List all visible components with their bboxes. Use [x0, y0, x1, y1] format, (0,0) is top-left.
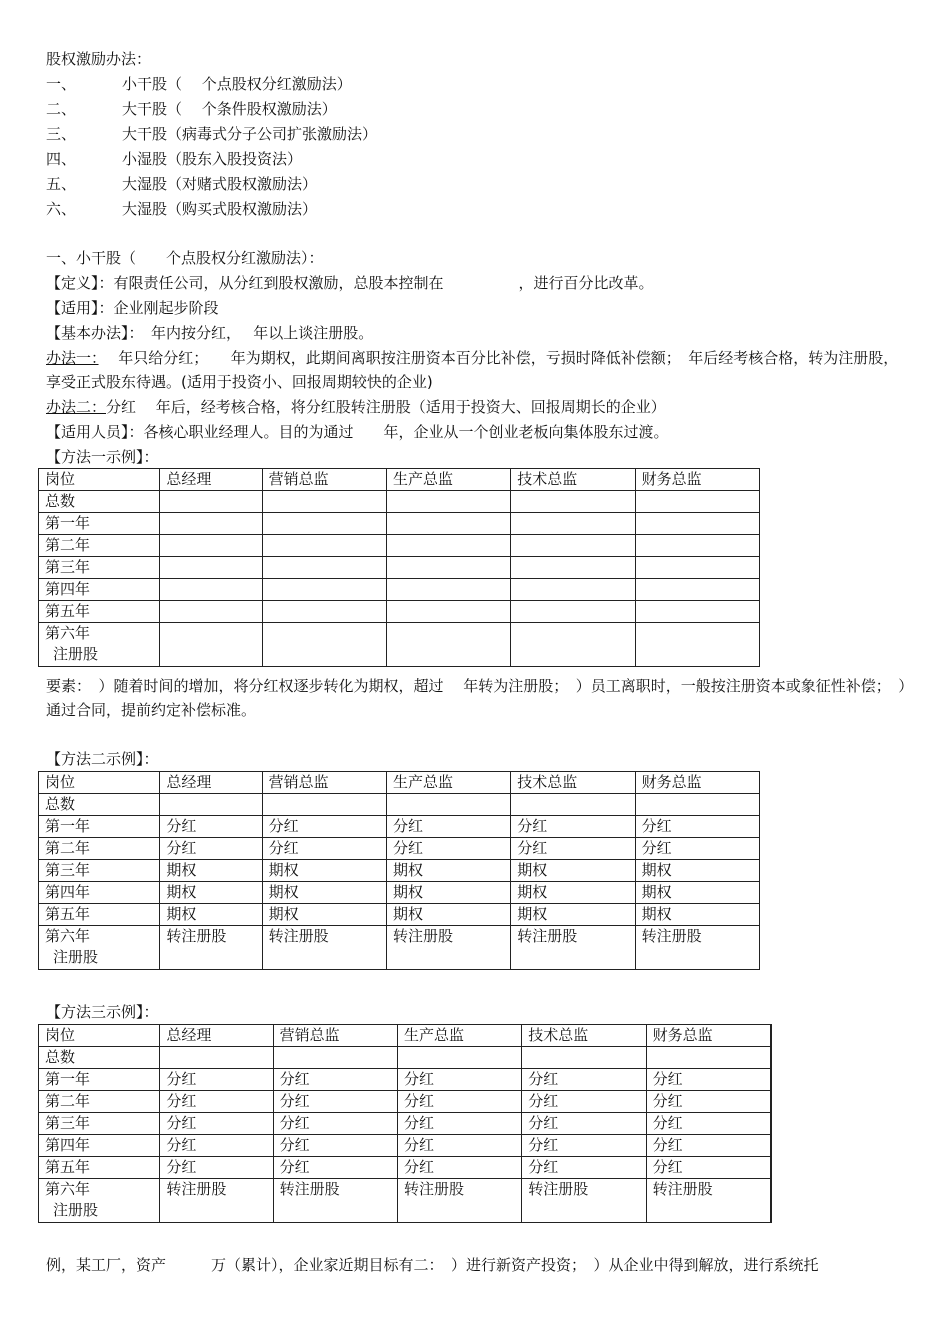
table-header-cell: 总经理	[160, 1025, 273, 1047]
table-cell	[635, 623, 759, 667]
table-cell	[511, 557, 635, 579]
table-cell: 分红	[160, 1135, 273, 1157]
table-cell: 期权	[386, 860, 510, 882]
table-cell: 分红	[160, 816, 262, 838]
table-cell: 分红	[273, 1113, 397, 1135]
table-cell: 分红	[397, 1113, 521, 1135]
table-cell: 分红	[522, 1135, 646, 1157]
table-cell: 期权	[160, 904, 262, 926]
row-label: 注册股	[53, 645, 99, 663]
row-label: 第六年	[45, 1180, 91, 1198]
table-row	[39, 579, 760, 601]
table-cell: 转注册股	[397, 1179, 521, 1223]
row-label-cell: 第四年	[39, 1135, 160, 1157]
intro-item	[46, 98, 337, 120]
table-header-cell: 技术总监	[511, 772, 635, 794]
table-row	[39, 513, 760, 535]
intro-item-text: 小干股（ 个点股权分红激励法）	[122, 75, 352, 93]
row-label-cell: 第三年	[39, 860, 160, 882]
table-header-row	[39, 469, 760, 491]
table-header-cell: 总经理	[160, 469, 262, 491]
table-cell	[511, 491, 635, 513]
table-cell	[511, 579, 635, 601]
table-cell: 分红	[160, 1157, 273, 1179]
method-one-label: 办法一：	[46, 349, 99, 367]
table-row	[39, 860, 760, 882]
table-cell: 分红	[160, 1113, 273, 1135]
table-header-cell: 生产总监	[397, 1025, 521, 1047]
row-label-cell: 第三年	[39, 557, 160, 579]
table-cell	[511, 513, 635, 535]
table-cell: 转注册股	[262, 926, 386, 970]
table-cell: 分红	[386, 816, 510, 838]
table-cell	[160, 1047, 273, 1069]
table-header-cell: 岗位	[39, 1025, 160, 1047]
row-label: 注册股	[53, 1201, 99, 1219]
applicable-text: 【适用】：企业刚起步阶段	[46, 299, 219, 317]
row-label: 注册股	[53, 948, 99, 966]
table-row	[39, 1157, 772, 1179]
table-row	[39, 882, 760, 904]
row-label-cell: 总数	[39, 491, 160, 513]
row-label-cell: 第三年	[39, 1113, 160, 1135]
example-three-title: 【方法三示例】：	[46, 1003, 159, 1021]
table-cell: 转注册股	[160, 926, 262, 970]
table-cell	[160, 557, 262, 579]
table-cell	[386, 794, 510, 816]
intro-item	[46, 148, 302, 170]
row-label: 第六年	[45, 927, 91, 945]
row-label-cell: 第五年	[39, 1157, 160, 1179]
table-header-cell: 技术总监	[522, 1025, 646, 1047]
method-two	[46, 396, 666, 418]
table-cell: 期权	[262, 860, 386, 882]
table-header-cell: 财务总监	[635, 772, 759, 794]
example-two-table	[38, 771, 760, 970]
table-cell	[262, 623, 386, 667]
table-cell: 分红	[273, 1069, 397, 1091]
table-row	[39, 601, 760, 623]
row-label-cell: 总数	[39, 1047, 160, 1069]
table-cell	[635, 491, 759, 513]
table-row	[39, 1113, 772, 1135]
table-cell	[511, 623, 635, 667]
table-cell	[262, 513, 386, 535]
row-label-cell	[39, 926, 160, 970]
table-cell	[386, 623, 510, 667]
intro-item-number: 三、	[46, 125, 77, 143]
table-cell	[397, 1047, 521, 1069]
row-label-cell: 第五年	[39, 904, 160, 926]
table-cell: 分红	[511, 816, 635, 838]
table-row	[39, 794, 760, 816]
table-cell: 分红	[511, 838, 635, 860]
intro-item	[46, 198, 317, 220]
row-label: 第六年	[45, 624, 91, 642]
row-label-cell: 第一年	[39, 1069, 160, 1091]
table-cell: 期权	[635, 882, 759, 904]
table-header-cell: 营销总监	[273, 1025, 397, 1047]
row-label-cell: 第一年	[39, 513, 160, 535]
row-label-cell: 第一年	[39, 816, 160, 838]
table-row	[39, 926, 760, 970]
table-cell	[635, 794, 759, 816]
table-cell	[522, 1047, 646, 1069]
table-cell: 分红	[646, 1135, 771, 1157]
table-cell	[160, 794, 262, 816]
elements-text: 要素： ）随着时间的增加，将分红权逐步转化为期权，超过 年转为注册股； ）员工离职时，一般按注册资本或象征性补偿； ）通过合同，提前约定补偿标准。	[46, 677, 914, 719]
example-three-table	[38, 1024, 772, 1223]
table-cell: 分红	[397, 1069, 521, 1091]
table-row	[39, 557, 760, 579]
table-cell: 分红	[635, 838, 759, 860]
method-one	[46, 346, 906, 394]
table-cell: 期权	[160, 860, 262, 882]
row-label-cell	[39, 1179, 160, 1223]
table-cell	[635, 513, 759, 535]
table-cell	[160, 623, 262, 667]
table-cell: 期权	[635, 904, 759, 926]
table-cell	[511, 794, 635, 816]
table-row	[39, 623, 760, 667]
row-label-cell: 第四年	[39, 882, 160, 904]
table-row	[39, 1069, 772, 1091]
table-cell: 分红	[262, 838, 386, 860]
row-label-cell	[39, 623, 160, 667]
table-cell: 分红	[646, 1091, 771, 1113]
table-header-cell: 营销总监	[262, 772, 386, 794]
table-cell: 转注册股	[160, 1179, 273, 1223]
table-cell: 转注册股	[522, 1179, 646, 1223]
table-cell: 分红	[273, 1091, 397, 1113]
table-row	[39, 1135, 772, 1157]
row-label-cell: 第四年	[39, 579, 160, 601]
table-cell	[635, 535, 759, 557]
table-cell: 期权	[386, 882, 510, 904]
example-two-title: 【方法二示例】：	[46, 750, 159, 768]
intro-item-text: 大干股（ 个条件股权激励法）	[122, 100, 337, 118]
table-cell	[262, 491, 386, 513]
table-header-cell: 技术总监	[511, 469, 635, 491]
table-cell: 期权	[511, 904, 635, 926]
intro-item-text: 大湿股（对赌式股权激励法）	[122, 175, 318, 193]
table-cell	[511, 535, 635, 557]
table-row	[39, 816, 760, 838]
method-one-text: 年只给分红； 年为期权，此期间离职按注册资本百分比补偿，亏损时降低补偿额； 年后经考核合格，转为注册股，享受正式股东待遇。(适用于投资小、回报周期较快的企业)	[46, 349, 899, 391]
table-cell	[273, 1047, 397, 1069]
table-cell	[262, 601, 386, 623]
table-cell	[386, 557, 510, 579]
table-cell	[160, 601, 262, 623]
table-cell: 分红	[160, 1091, 273, 1113]
table-cell	[160, 579, 262, 601]
table-header-row	[39, 1025, 772, 1047]
table-header-cell: 营销总监	[262, 469, 386, 491]
table-row	[39, 1091, 772, 1113]
table-cell: 分红	[273, 1157, 397, 1179]
table-header-cell: 生产总监	[386, 469, 510, 491]
intro-item-number: 四、	[46, 150, 77, 168]
table-cell: 期权	[511, 860, 635, 882]
table-cell	[635, 601, 759, 623]
intro-item-number: 六、	[46, 200, 77, 218]
intro-item-number: 五、	[46, 175, 77, 193]
table-cell: 期权	[386, 904, 510, 926]
table-cell: 分红	[386, 838, 510, 860]
table-cell	[160, 491, 262, 513]
table-cell	[635, 557, 759, 579]
table-cell	[386, 579, 510, 601]
table-cell: 期权	[635, 860, 759, 882]
intro-item-text: 小湿股（股东入股投资法）	[122, 150, 303, 168]
row-label-cell: 第二年	[39, 838, 160, 860]
table-header-cell: 财务总监	[646, 1025, 771, 1047]
row-label-cell: 第五年	[39, 601, 160, 623]
table-cell: 分红	[522, 1113, 646, 1135]
table-cell: 期权	[160, 882, 262, 904]
table-cell	[262, 794, 386, 816]
table-header-row	[39, 772, 760, 794]
row-label-cell: 第二年	[39, 1091, 160, 1113]
example-one-table	[38, 468, 760, 667]
table-cell	[160, 513, 262, 535]
table-header-cell: 总经理	[160, 772, 262, 794]
table-cell: 分红	[262, 816, 386, 838]
table-cell: 转注册股	[386, 926, 510, 970]
footer-example-text: 例，某工厂，资产 万（累计），企业家近期目标有二： ）进行新资产投资； ）从企业中得到解放，进行系统托	[46, 1256, 819, 1274]
table-cell: 分红	[646, 1069, 771, 1091]
table-cell: 分红	[522, 1091, 646, 1113]
table-cell	[511, 601, 635, 623]
table-cell	[386, 601, 510, 623]
table-cell: 转注册股	[511, 926, 635, 970]
table-cell	[386, 513, 510, 535]
table-cell: 期权	[262, 882, 386, 904]
table-cell	[386, 491, 510, 513]
table-cell: 分红	[397, 1157, 521, 1179]
table-cell: 分红	[646, 1157, 771, 1179]
table-cell: 分红	[273, 1135, 397, 1157]
intro-item-number: 一、	[46, 75, 77, 93]
table-row	[39, 491, 760, 513]
table-row	[39, 535, 760, 557]
table-cell	[160, 535, 262, 557]
table-cell: 分红	[397, 1135, 521, 1157]
table-header-cell: 岗位	[39, 772, 160, 794]
table-cell	[635, 579, 759, 601]
table-cell	[262, 535, 386, 557]
table-row	[39, 1047, 772, 1069]
table-cell: 转注册股	[635, 926, 759, 970]
table-cell: 分红	[635, 816, 759, 838]
table-header-cell: 生产总监	[386, 772, 510, 794]
table-cell: 转注册股	[273, 1179, 397, 1223]
intro-item-number: 二、	[46, 100, 77, 118]
table-header-cell: 岗位	[39, 469, 160, 491]
table-cell	[262, 557, 386, 579]
table-row	[39, 838, 760, 860]
table-cell: 分红	[522, 1069, 646, 1091]
table-cell: 分红	[646, 1113, 771, 1135]
row-label-cell: 总数	[39, 794, 160, 816]
section-heading: 一、小干股（ 个点股权分红激励法）：	[46, 249, 324, 267]
personnel-text: 【适用人员】：各核心职业经理人。目的为通过 年，企业从一个创业老板向集体股东过渡。	[46, 423, 669, 441]
intro-item	[46, 173, 317, 195]
definition-text: 【定义】：有限责任公司，从分红到股权激励，总股本控制在 ，进行百分比改革。	[46, 274, 654, 292]
intro-item	[46, 73, 352, 95]
table-header-cell: 财务总监	[635, 469, 759, 491]
table-row	[39, 1179, 772, 1223]
table-cell: 分红	[160, 1069, 273, 1091]
basic-method-text: 【基本办法】： 年内按分红， 年以上谈注册股。	[46, 324, 374, 342]
intro-item-text: 大干股（病毒式分子公司扩张激励法）	[122, 125, 378, 143]
table-cell: 期权	[262, 904, 386, 926]
table-cell: 分红	[522, 1157, 646, 1179]
table-cell	[386, 535, 510, 557]
table-cell	[646, 1047, 771, 1069]
intro-item	[46, 123, 377, 145]
table-cell	[262, 579, 386, 601]
doc-title: 股权激励办法：	[46, 50, 152, 68]
table-cell: 分红	[160, 838, 262, 860]
intro-item-text: 大湿股（购买式股权激励法）	[122, 200, 318, 218]
table-cell: 期权	[511, 882, 635, 904]
table-cell: 转注册股	[646, 1179, 771, 1223]
method-two-text: 分红 年后，经考核合格，将分红股转注册股（适用于投资大、回报周期长的企业）	[106, 398, 666, 416]
table-row	[39, 904, 760, 926]
table-cell: 分红	[397, 1091, 521, 1113]
example-one-title: 【方法一示例】：	[46, 448, 159, 466]
method-two-label: 办法二：	[46, 398, 107, 416]
row-label-cell: 第二年	[39, 535, 160, 557]
